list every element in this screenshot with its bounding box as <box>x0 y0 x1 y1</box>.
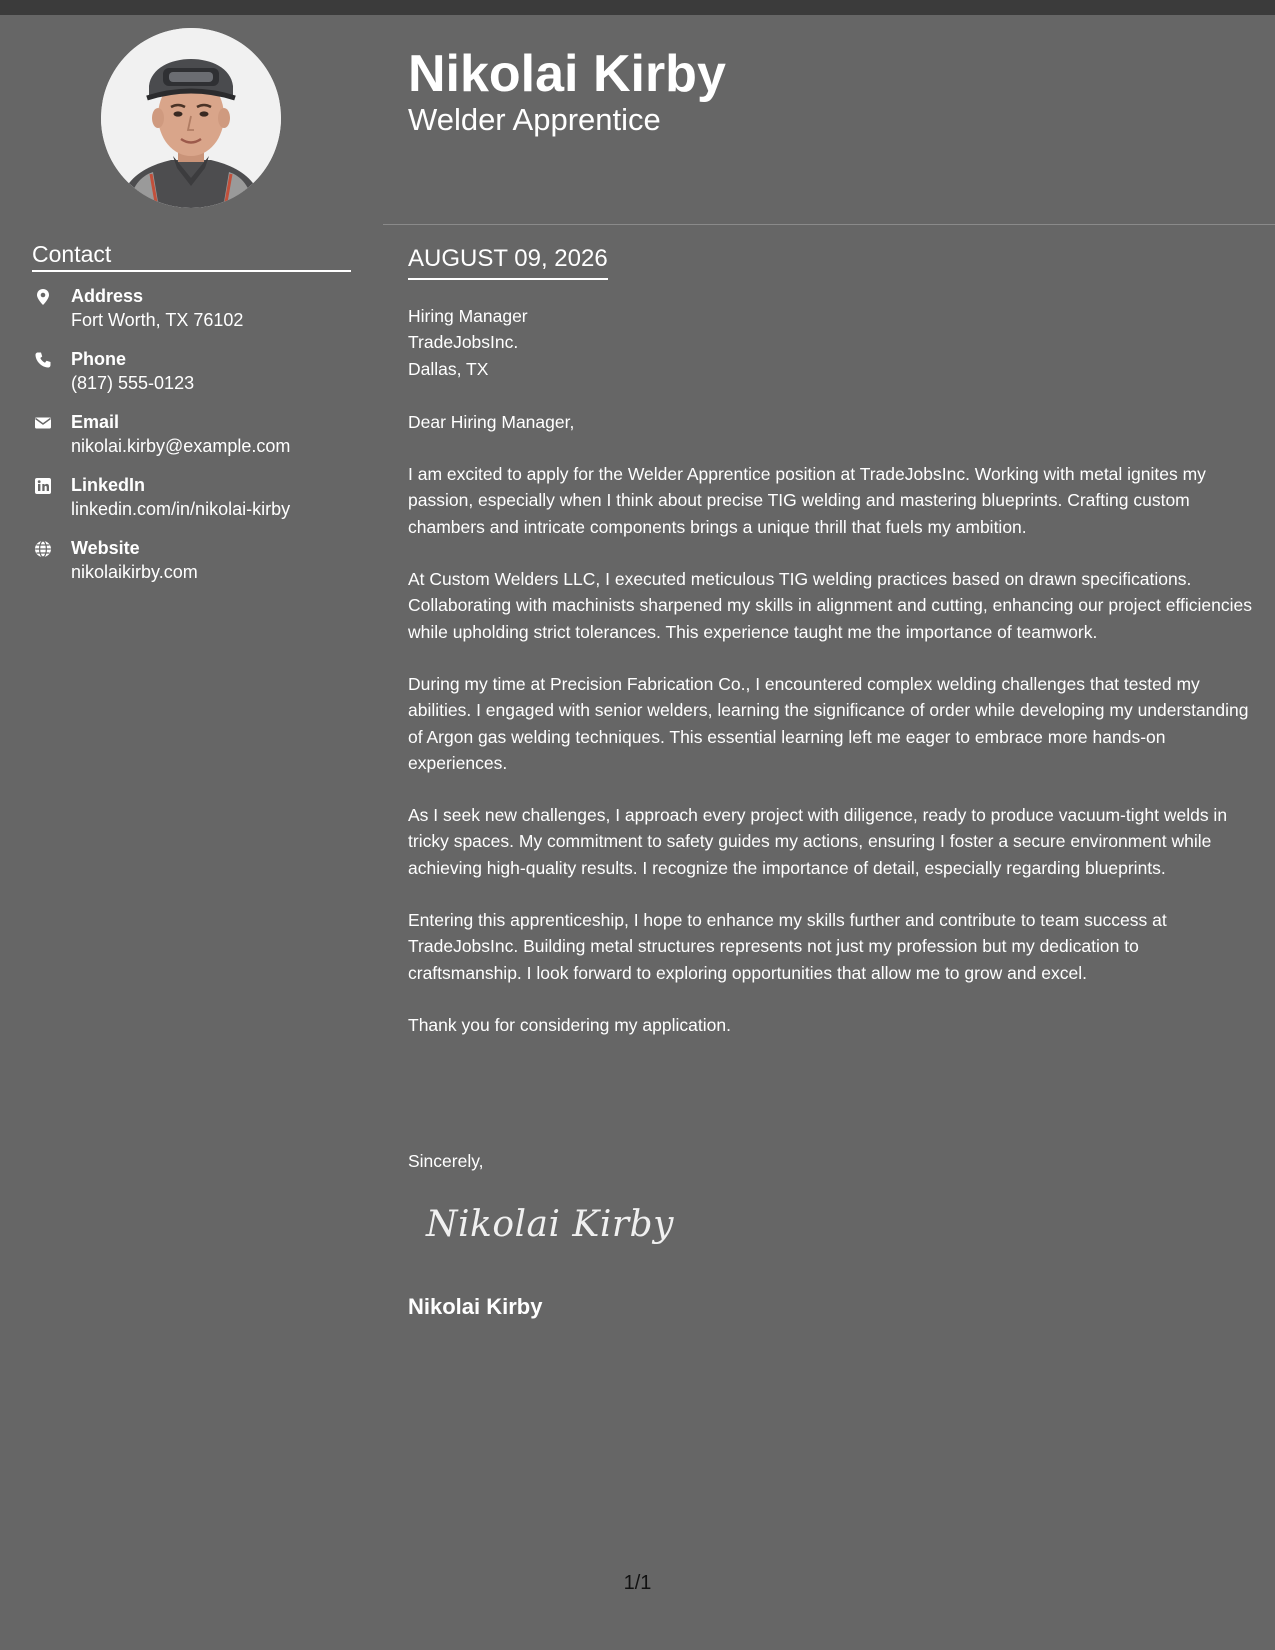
candidate-name: Nikolai Kirby <box>408 45 726 103</box>
letter-date: AUGUST 09, 2026 <box>408 244 608 280</box>
linkedin-icon <box>34 477 52 495</box>
signature: Nikolai Kirby <box>426 1204 674 1245</box>
letter-body <box>408 303 1253 1038</box>
map-pin-icon <box>34 288 52 306</box>
recipient-line: TradeJobsInc. <box>408 332 519 353</box>
body-paragraph: As I seek new challenges, I approach every project with diligence, ready to produce vacuum-tight welds in tricky spaces. My commitment to safety guides my actions, ensuring I foster a secure environment while achieving high-quality results. I recognize the importance of detail, especially regarding blueprints. <box>408 805 1228 878</box>
closing-thanks: Thank you for considering my application. <box>408 1014 731 1035</box>
page-number: 1/1 <box>623 1572 652 1594</box>
email-link[interactable]: nikolai.kirby@example.com <box>71 436 291 456</box>
phone-value[interactable]: (817) 555-0123 <box>71 373 195 393</box>
contact-item-address <box>32 285 372 348</box>
contact-label: LinkedIn <box>71 475 146 495</box>
body-paragraph: Entering this apprenticeship, I hope to enhance my skills further and contribute to team success at TradeJobsInc. Building metal structures represents not just my profession but my dedication to craftsmanship. I look forward to exploring opportunities that allow me to grow and excel. <box>408 910 1167 983</box>
contact-item-website <box>32 537 372 600</box>
address-value: Fort Worth, TX 76102 <box>71 310 244 330</box>
profile-photo-icon <box>101 28 281 208</box>
contact-item-email <box>32 411 372 474</box>
phone-icon <box>34 351 52 369</box>
contact-label: Email <box>71 412 120 432</box>
header-divider <box>383 224 1275 225</box>
contact-heading: Contact <box>32 241 351 272</box>
contact-item-linkedin <box>32 474 372 537</box>
recipient-line: Dallas, TX <box>408 358 489 379</box>
contact-label: Phone <box>71 349 127 369</box>
contact-label: Website <box>71 538 140 558</box>
sidebar <box>0 15 383 1650</box>
envelope-icon <box>34 414 52 432</box>
recipient-block <box>408 303 1253 382</box>
body-paragraph: During my time at Precision Fabrication Co., I encountered complex welding challenges that tested my abilities. I engaged with senior welders, learning the significance of order while developing my understanding of Argon gas welding techniques. This essential learning left me eager to embrace more hands-on experiences. <box>408 673 1249 773</box>
website-link[interactable]: nikolaikirby.com <box>71 562 198 582</box>
top-bar <box>0 0 1275 15</box>
body-paragraph: At Custom Welders LLC, I executed meticulous TIG welding practices based on drawn specifications. Collaborating with machinists sharpened my skills in alignment and cutting, enhancing our project efficiencies while upholding strict tolerances. This experience taught me the importance of teamwork. <box>408 569 1253 642</box>
contact-list <box>32 285 372 600</box>
signoff: Sincerely, <box>408 1151 484 1171</box>
contact-label: Address <box>71 286 144 306</box>
body-paragraph: I am excited to apply for the Welder Apprentice position at TradeJobsInc. Working with metal ignites my passion, especially when I think about precise TIG welding and mastering blueprints. Crafting custom chambers and intricate components brings a unique thrill that fuels my ambition. <box>408 464 1206 537</box>
contact-item-phone <box>32 348 372 411</box>
globe-icon <box>34 540 52 558</box>
job-title: Welder Apprentice <box>408 102 661 137</box>
signer-name: Nikolai Kirby <box>408 1294 543 1319</box>
linkedin-link[interactable]: linkedin.com/in/nikolai-kirby <box>71 499 291 519</box>
recipient-line: Hiring Manager <box>408 306 528 326</box>
avatar <box>101 28 281 208</box>
salutation: Dear Hiring Manager, <box>408 411 575 432</box>
